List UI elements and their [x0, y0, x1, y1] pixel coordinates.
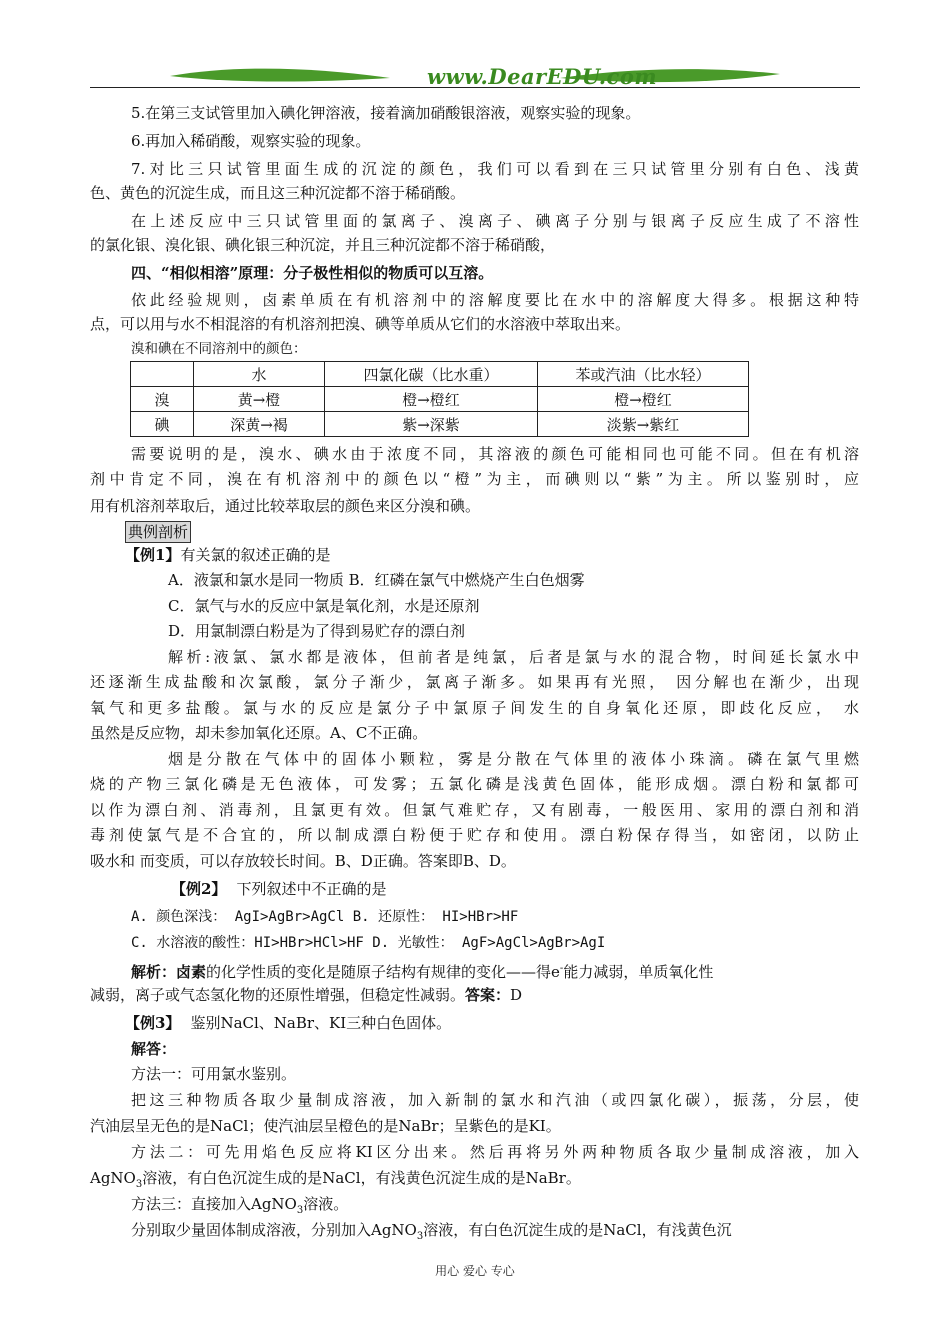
- site-header-banner: [90, 62, 860, 96]
- analysis-label: 解析：卤素: [131, 963, 207, 981]
- text-line: 点，可以用与水不相混溶的有机溶剂把溴、碘等单质从它们的水溶液中萃取出来。: [90, 315, 631, 333]
- text-line: 剂中肯定不同，溴在有机溶剂中的颜色以“橙”为主，而碘则以“紫”为主。所以鉴别时，应: [90, 470, 859, 488]
- text-line: [90, 1168, 581, 1195]
- table-cell: [131, 362, 194, 387]
- table-header-row: [131, 362, 749, 387]
- example-3-question: [125, 1013, 451, 1033]
- text-line: 在上述反应中三只试管里面的氯离子、溴离子、碘离子分别与银离子反应生成了不溶性: [131, 212, 859, 230]
- table-cell: 橙→橙红: [538, 387, 749, 412]
- text-span: AgNO: [90, 1169, 136, 1187]
- table-row: [131, 387, 749, 412]
- text-span: 溶液。: [303, 1195, 349, 1213]
- analysis-line: 解析:液氯、氯水都是液体，但前者是纯氯，后者是氯与水的混合物，时间延长氯水中: [168, 648, 859, 666]
- section-label: [125, 521, 191, 543]
- text-line: 毒剂使氯气是不合宜的，所以制成漂白粉便于贮存和使用。漂白粉保存得当，如密闭，以防止: [90, 826, 859, 844]
- text-span: e: [551, 963, 560, 981]
- text-line: 氧气和更多盐酸。氯与水的反应是氯分子中氯原子间发生的自身氧化还原，即歧化反应， 水: [90, 699, 859, 717]
- text-line: 依此经验规则，卤素单质在有机溶剂中的溶解度要比在水中的溶解度大得多。根据这种特: [131, 291, 859, 309]
- text-line: 以作为漂白剂、消毒剂，且氯更有效。但氯气难贮存，又有剧毒，一般医用、家用的漂白剂和消: [90, 801, 859, 819]
- text-span: 溶液，有白色沉淀生成的是NaCl，有浅黄色沉: [423, 1221, 732, 1239]
- example-1-question: [125, 545, 330, 565]
- option-line: C. 水溶液的酸性：HI>HBr>HCl>HF D. 光敏性： AgF>AgCl>AgBr>AgI: [131, 935, 606, 951]
- text-span: 减弱，离子或气态氢化物的还原性增强，但稳定性减弱。: [90, 986, 466, 1004]
- text-span: 分别取少量固体制成溶液，分别加入AgNO: [131, 1221, 417, 1239]
- table-cell: 紫→深紫: [325, 412, 538, 437]
- text-line: 7.对比三只试管里面生成的沉淀的颜色，我们可以看到在三只试管里分别有白色、浅黄: [131, 160, 859, 178]
- text-line: 还逐渐生成盐酸和次氯酸，氯分子渐少，氯离子渐多。如果再有光照， 因分解也在渐少，出现: [90, 673, 859, 691]
- text-line: 方法二：可先用焰色反应将KI区分出来。然后再将另外两种物质各取少量制成溶液，加入: [131, 1143, 859, 1161]
- text-line: 汽油层呈无色的是NaCl；使汽油层呈橙色的是NaBr；呈紫色的是KI。: [90, 1117, 561, 1135]
- question-text: 有关氯的叙述正确的是: [180, 546, 331, 564]
- table-cell: 碘: [131, 412, 194, 437]
- text-line: 5.在第三支试管里加入碘化钾溶液，接着滴加硝酸银溶液，观察实验的现象。: [131, 104, 641, 122]
- table-cell: 水: [194, 362, 325, 387]
- option-line: A. 颜色深浅： AgI>AgBr>AgCl B. 还原性： HI>HBr>HF: [131, 909, 519, 925]
- table-row: [131, 412, 749, 437]
- text-line: [131, 1194, 348, 1221]
- table-cell: 深黄→褐: [194, 412, 325, 437]
- superscript: -: [559, 963, 564, 974]
- text-line: [131, 1220, 732, 1247]
- subscript: 3: [416, 1231, 424, 1242]
- table-caption: 溴和碘在不同溶剂中的颜色：: [131, 341, 307, 357]
- section-label-box: 典例剖析: [125, 521, 191, 543]
- text-span: 能力减弱，单质氧化性: [563, 963, 714, 981]
- solvent-color-table: [130, 361, 749, 437]
- analysis-line: [131, 959, 713, 982]
- text-line: 烟是分散在气体中的固体小颗粒，雾是分散在气体里的液体小珠滴。磷在氯气里燃: [168, 750, 859, 768]
- answer-label: 答案：: [465, 986, 511, 1004]
- table-cell: 苯或汽油（比水轻）: [538, 362, 749, 387]
- subscript: 3: [135, 1179, 143, 1190]
- text-line: 虽然是反应物，却未参加氧化还原。A、C不正确。: [90, 724, 428, 742]
- text-span: 的化学性质的变化是随原子结构有规律的变化——得: [206, 963, 552, 981]
- text-line: 需要说明的是，溴水、碘水由于浓度不同，其溶液的颜色可能相同也可能不同。但在有机溶: [131, 445, 859, 463]
- question-text: 下列叙述中不正确的是: [236, 880, 387, 898]
- table-cell: 橙→橙红: [325, 387, 538, 412]
- table-cell: 黄→橙: [194, 387, 325, 412]
- section-heading: 四、“相似相溶”原理：分子极性相似的物质可以互溶。: [131, 264, 494, 282]
- option-line: C．氯气与水的反应中氯是氧化剂，水是还原剂: [168, 597, 480, 615]
- example-2-question: [171, 879, 386, 899]
- text-line: 方法一：可用氯水鉴别。: [131, 1065, 297, 1083]
- text-line: 把这三种物质各取少量制成溶液，加入新制的氯水和汽油（或四氯化碳），振荡，分层，使: [131, 1091, 859, 1109]
- option-line: D．用氯制漂白粉是为了得到易贮存的漂白剂: [168, 622, 466, 640]
- header-rule: [90, 87, 860, 88]
- text-line: 色、黄色的沉淀生成，而且这三种沉淀都不溶于稀硝酸。: [90, 184, 466, 202]
- text-line: 烧的产物三氯化磷是无色液体，可发雾；五氯化磷是浅黄色固体，能形成烟。漂白粉和氯都可: [90, 775, 859, 793]
- answer-value: D: [510, 986, 523, 1004]
- text-span: 方法三：直接加入AgNO: [131, 1195, 297, 1213]
- example-label: 【例2】: [171, 880, 227, 898]
- site-header-url[interactable]: www.DearEDU.com: [426, 64, 658, 89]
- table-cell: 淡紫→紫红: [538, 412, 749, 437]
- table-cell: 溴: [131, 387, 194, 412]
- table-cell: 四氯化碳（比水重）: [325, 362, 538, 387]
- text-span: 溶液，有白色沉淀生成的是NaCl，有浅黄色沉淀生成的是NaBr。: [142, 1169, 581, 1187]
- text-line: 的氯化银、溴化银、碘化银三种沉淀，并且三种沉淀都不溶于稀硝酸，: [90, 236, 556, 254]
- text-line: 用有机溶剂萃取后，通过比较萃取层的颜色来区分溴和碘。: [90, 497, 481, 515]
- example-label: 【例3】: [125, 1014, 181, 1032]
- option-line: A．液氯和氯水是同一物质 B．红磷在氯气中燃烧产生白色烟雾: [168, 571, 585, 589]
- text-line: [90, 985, 522, 1005]
- answer-heading: 解答：: [131, 1040, 177, 1058]
- page-footer: 用心 爱心 专心: [435, 1264, 515, 1278]
- example-label: 【例1】: [125, 546, 181, 564]
- subscript: 3: [296, 1205, 304, 1216]
- text-line: 6.再加入稀硝酸，观察实验的现象。: [131, 132, 371, 150]
- question-text: 鉴别NaCl、NaBr、KI三种白色固体。: [190, 1014, 452, 1032]
- text-line: 吸水和 而变质，可以存放较长时间。B、D正确。答案即B、D。: [90, 852, 516, 870]
